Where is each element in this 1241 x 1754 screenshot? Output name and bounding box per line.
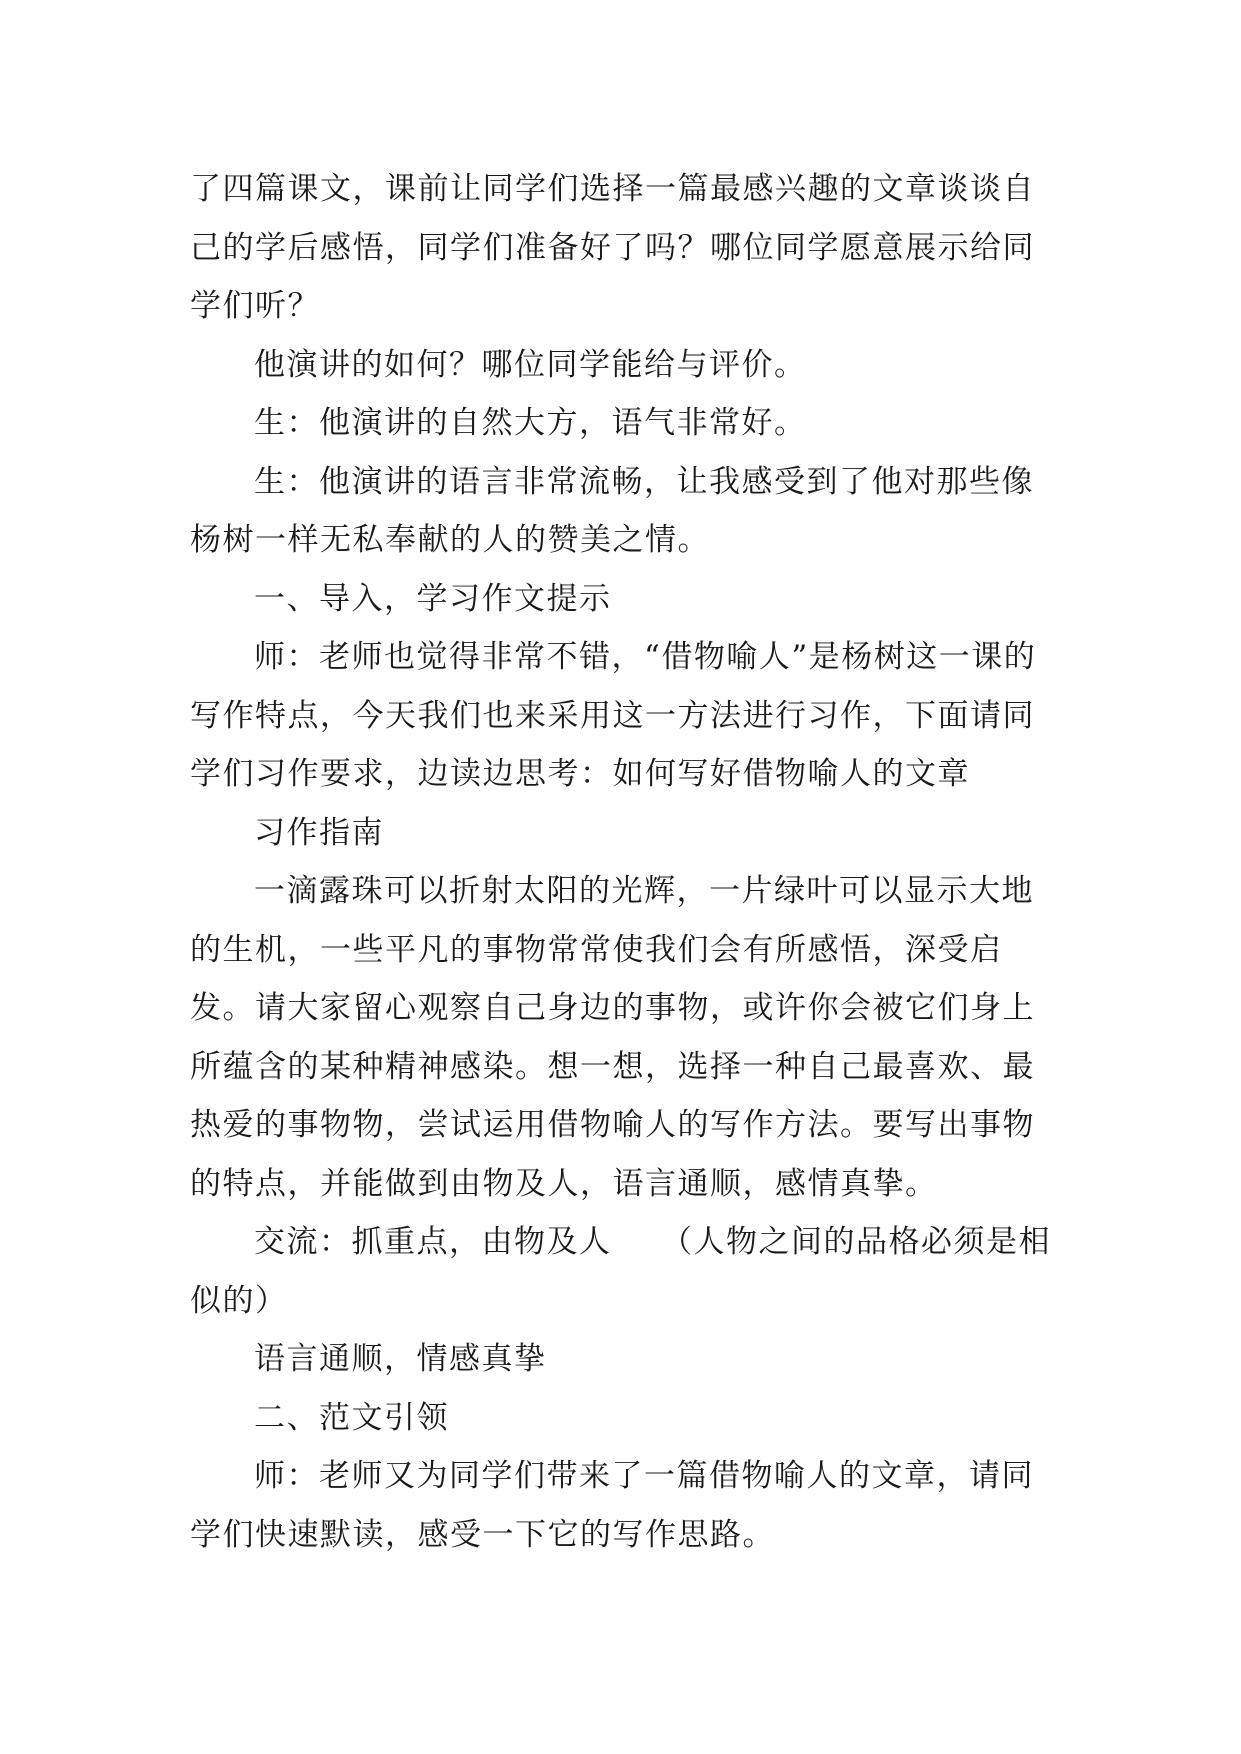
paragraph-8: 语言通顺，情感真挚: [254, 1341, 547, 1377]
paragraph-5: 师：老师也觉得非常不错，“借物喻人”是杨树这一课的写作特点，今天我们也来采用这一方法进行习作，下面请同学们习作要求，边读边思考：如何写好借物喻人的文章: [190, 639, 1037, 792]
paragraph-9: 师：老师又为同学们带来了一篇借物喻人的文章，请同学们快速默读，感受一下它的写作思路。: [190, 1458, 1034, 1553]
subheading-writing-guide: 习作指南: [254, 814, 384, 851]
paragraph-2: 他演讲的如何？哪位同学能给与评价。: [254, 346, 807, 383]
paragraph-3: 生：他演讲的自然大方，语气非常好。: [254, 405, 807, 441]
paragraph-4: 生：他演讲的语言非常流畅，让我感受到了他对那些像杨树一样无私奉献的人的赞美之情。: [190, 463, 1034, 558]
paragraph-1: 了四篇课文，课前让同学们选择一篇最感兴趣的文章谈谈自己的学后感悟，同学们准备好了吗？哪位同学愿意展示给同学们听？: [190, 171, 1035, 324]
section-heading-1: 一、导入，学习作文提示: [254, 580, 612, 617]
section-heading-2: 二、范文引领: [254, 1399, 449, 1436]
paragraph-7: 交流：抓重点，由物及人 （人物之间的品格必须是相似的）: [190, 1224, 1051, 1319]
document-body: [190, 160, 1060, 1564]
paragraph-6: 一滴露珠可以折射太阳的光辉，一片绿叶可以显示大地的生机，一些平凡的事物常常使我们会有所感悟，深受启发。请大家留心观察自己身边的事物，或许你会被它们身上所蕴含的某种精神感染。想一想，选择一种自己最喜欢、最热爱的事物物，尝试运用借物喻人的写作方法。要写出事物的特点，并能做到由物及人，语言通顺，感情真挚。: [190, 873, 1035, 1202]
